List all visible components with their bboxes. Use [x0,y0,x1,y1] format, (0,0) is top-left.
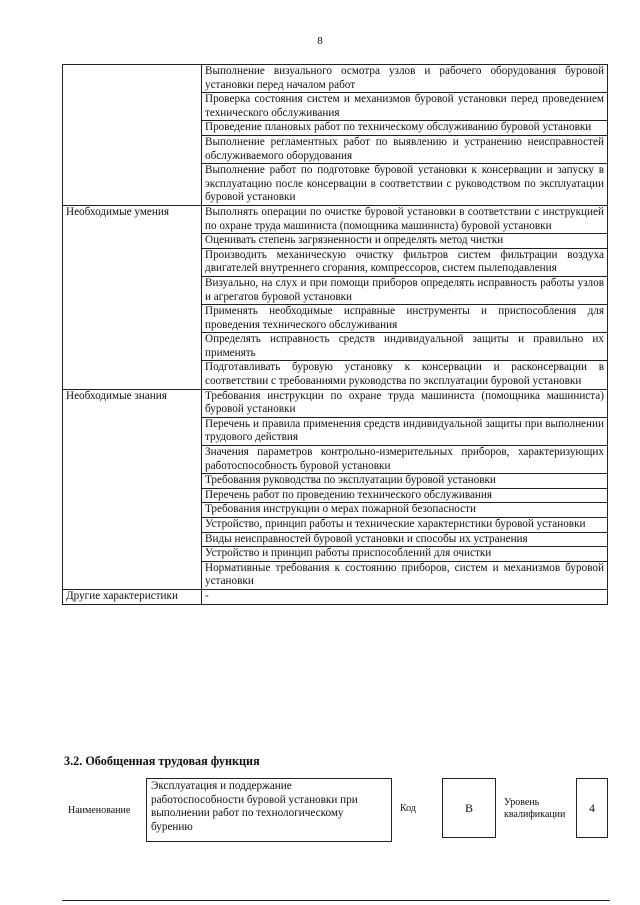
row-category [63,234,202,249]
table-row [63,488,608,503]
table-row [63,234,608,249]
row-description: Выполнение визуального осмотра узлов и рабочего оборудования буровой установки перед началом работ [202,65,608,93]
table-row [63,547,608,562]
row-description: Устройство и принцип работы приспособлений для очистки [202,547,608,562]
row-category: Другие характеристики [63,589,202,604]
page-number: 8 [317,35,323,47]
row-description: Перечень работ по проведению технического обслуживания [202,488,608,503]
row-category [63,248,202,276]
table-row [63,135,608,163]
row-category [63,93,202,121]
row-description: Выполнять операции по очистке буровой установки в соответствии с инструкцией по охране труда машиниста (помощника машиниста) буровой установки [202,205,608,233]
row-description: Значения параметров контрольно-измерительных приборов, характеризующих работоспособность буровой установки [202,446,608,474]
table-row [63,248,608,276]
row-category [63,333,202,361]
code-value: В [442,778,496,838]
row-category [63,532,202,547]
bottom-divider [62,900,610,901]
row-description: Визуально, на слух и при помощи приборов определять исправность работы узлов и агрегатов буровой установки [202,276,608,304]
table-row [63,65,608,93]
row-category [63,547,202,562]
table-row [63,93,608,121]
row-category [63,417,202,445]
section-title: 3.2. Обобщенная трудовая функция [64,754,260,768]
table-row [63,446,608,474]
row-category [63,446,202,474]
row-description: Перечень и правила применения средств индивидуальной защиты при выполнении трудового действия [202,417,608,445]
qualification-level-label: Уровень квалификации [504,797,566,820]
row-category [63,561,202,589]
table-row [63,361,608,389]
row-description: Нормативные требования к состоянию приборов, систем и механизмов буровой установки [202,561,608,589]
row-category [63,65,202,93]
row-description: Устройство, принцип работы и технические характеристики буровой установки [202,518,608,533]
row-description: Проверка состояния систем и механизмов буровой установки перед проведением технического обслуживания [202,93,608,121]
row-description: Производить механическую очистку фильтров систем фильтрации воздуха двигателей внутреннего сгорания, компрессоров, систем пылеподавления [202,248,608,276]
code-label: Код [400,803,416,814]
row-description: Выполнение работ по подготовке буровой установки к консервации и запуску в эксплуатацию после консервации в соответствии с руководством по эксплуатации буровой установки [202,164,608,206]
name-value: Эксплуатация и поддержание работоспособности буровой установки при выполнении работ по технологическому бурению [146,778,392,842]
row-description: Требования руководства по эксплуатации буровой установки [202,474,608,489]
table-row [63,121,608,136]
table-row [63,503,608,518]
name-label: Наименование [68,805,131,816]
table-row [63,205,608,233]
row-category [63,361,202,389]
row-description: Требования инструкции по охране труда машиниста (помощника машиниста) буровой установки [202,389,608,417]
table-row [63,518,608,533]
table-row [63,333,608,361]
table-row [63,589,608,604]
row-description: Определять исправность средств индивидуальной защиты и правильно их применять [202,333,608,361]
row-category [63,518,202,533]
row-description: Проведение плановых работ по техническому обслуживанию буровой установки [202,121,608,136]
row-description: Подготавливать буровую установку к консервации и расконсервации в соответствии с требованиями руководства по эксплуатации буровой установки [202,361,608,389]
row-category [63,503,202,518]
table-row [63,532,608,547]
table-row [63,164,608,206]
row-category [63,164,202,206]
table-row [63,305,608,333]
table-row [63,474,608,489]
row-category [63,305,202,333]
row-category [63,474,202,489]
generalized-function-block [62,778,610,848]
row-description: Требования инструкции о мерах пожарной безопасности [202,503,608,518]
row-category [63,276,202,304]
table-row [63,389,608,417]
row-description: Применять необходимые исправные инструменты и приспособления для проведения технического обслуживания [202,305,608,333]
row-description: Виды неисправностей буровой установки и способы их устранения [202,532,608,547]
row-category [63,121,202,136]
table-row [63,417,608,445]
row-category: Необходимые умения [63,205,202,233]
row-category: Необходимые знания [63,389,202,417]
competency-table [62,64,608,605]
table-row [63,561,608,589]
row-category [63,135,202,163]
table-row [63,276,608,304]
row-description: Оценивать степень загрязненности и определять метод чистки [202,234,608,249]
row-category [63,488,202,503]
row-description: - [202,589,608,604]
row-description: Выполнение регламентных работ по выявлению и устранению неисправностей обслуживаемого оборудования [202,135,608,163]
qualification-level-value: 4 [576,778,608,838]
